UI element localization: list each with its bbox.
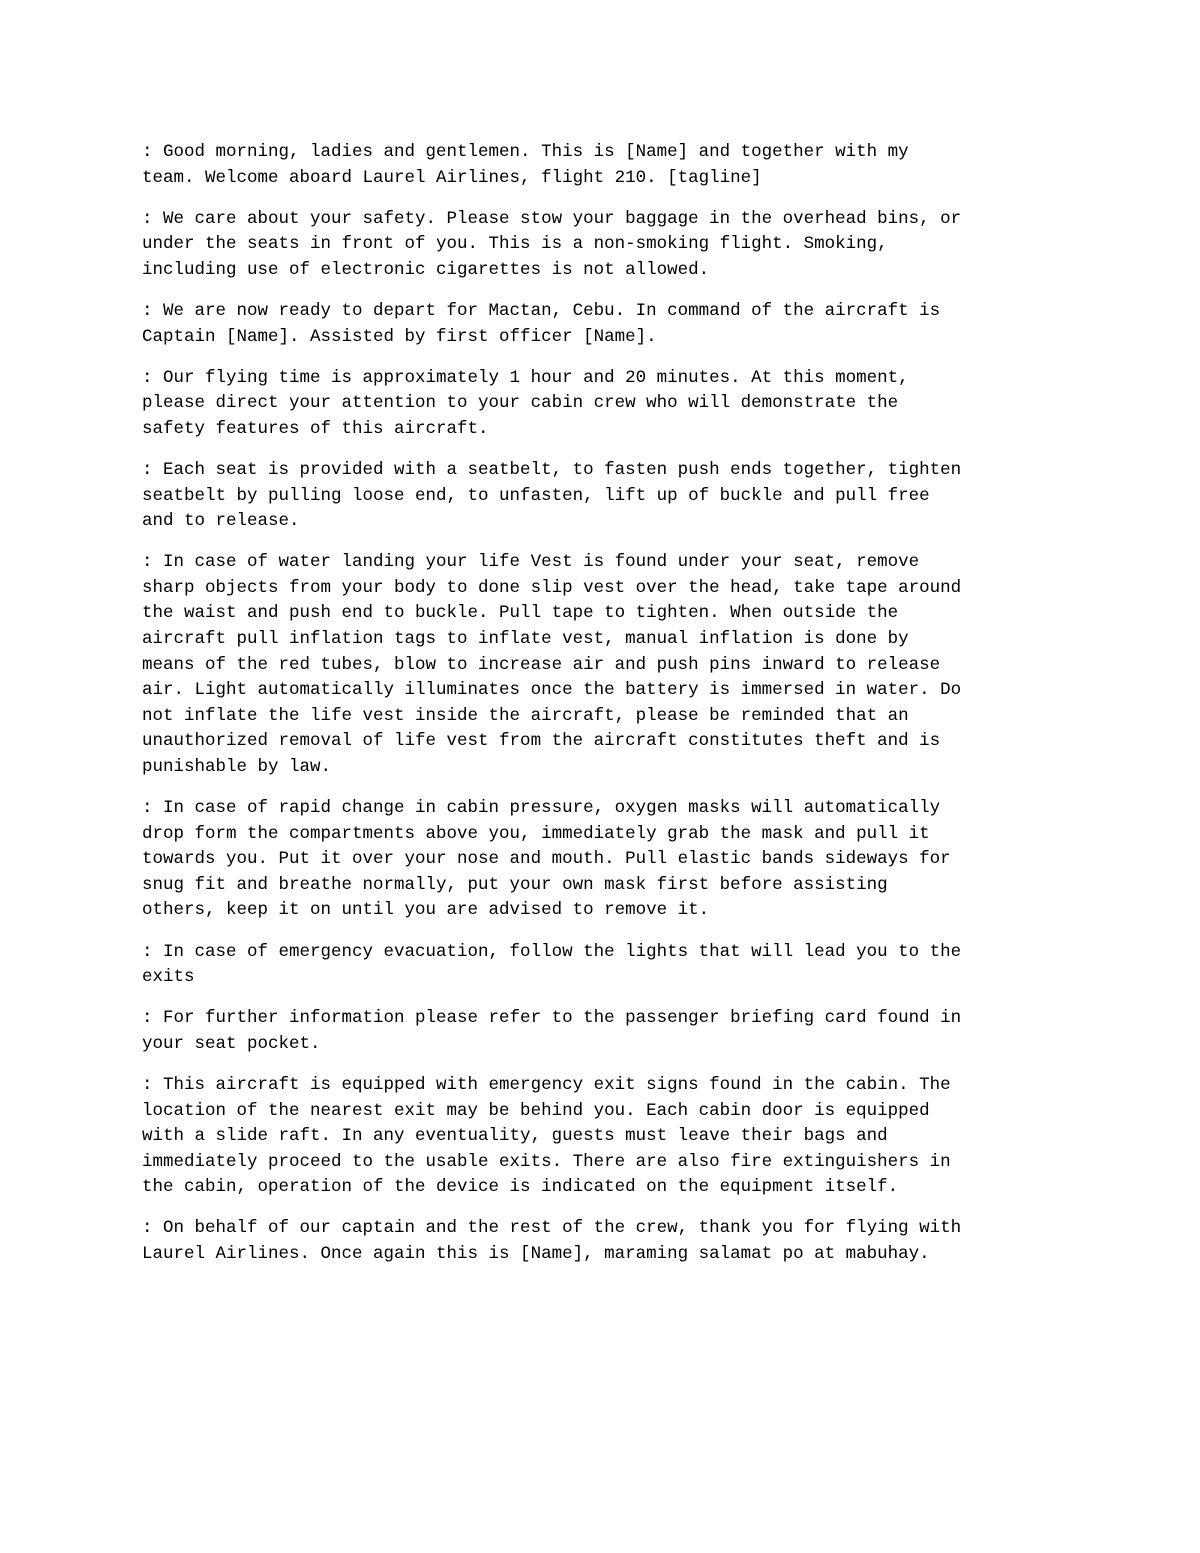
paragraph-greeting: : Good morning, ladies and gentlemen. This is [Name] and together with my team. Welcome aboard Laurel Airlines, flight 210. [tagline] bbox=[142, 142, 909, 188]
document-body bbox=[142, 140, 1072, 1283]
paragraph-emergency-exits: : This aircraft is equipped with emergency exit signs found in the cabin. The location of the nearest exit may be behind you. Each cabin door is equipped with a slide raft. In any eventuality, guests must leave their bags and immediately proceed to the usable exits. There are also fire extinguishers in the cabin, operation of the device is indicated on the equipment itself. bbox=[142, 1074, 951, 1198]
paragraph-departure: : We are now ready to depart for Mactan, Cebu. In command of the aircraft is Captain [Name]. Assisted by first officer [Name]. bbox=[142, 300, 941, 347]
paragraph-safety-baggage: : We care about your safety. Please stow your baggage in the overhead bins, or under the seats in front of you. This is a non-smoking flight. Smoking, including use of electronic cigarettes is not allowed. bbox=[142, 208, 962, 280]
paragraph-seatbelt: : Each seat is provided with a seatbelt, to fasten push ends together, tighten seatbelt by pulling loose end, to unfasten, lift up of buckle and pull free and to release. bbox=[142, 459, 962, 532]
paragraph-evacuation: : In case of emergency evacuation, follow the lights that will lead you to the exits bbox=[142, 941, 962, 988]
paragraph-flying-time: : Our flying time is approximately 1 hour and 20 minutes. At this moment, please direct your attention to your cabin crew who will demonstrate the safety features of this aircraft. bbox=[142, 367, 909, 439]
paragraph-life-vest: : In case of water landing your life Vest is found under your seat, remove sharp objects from your body to done slip vest over the head, take tape around the waist and push end to buckle. Pull tape to tighten. When outside the aircraft pull inflation tags to inflate vest, manual inflation is done by means of the red tubes, blow to increase air and push pins inward to release air. Light automatically illuminates once the battery is immersed in water. Do not inflate the life vest inside the aircraft, please be reminded that an unauthorized removal of life vest from the aircraft constitutes theft and is punishable by law. bbox=[142, 552, 962, 777]
paragraph-oxygen-masks: : In case of rapid change in cabin pressure, oxygen masks will automatically drop form the compartments above you, immediately grab the mask and pull it towards you. Put it over your nose and mouth. Pull elastic bands sideways for snug fit and breathe normally, put your own mask first before assisting others, keep it on until you are advised to remove it. bbox=[142, 798, 951, 921]
paragraph-briefing-card: : For further information please refer to the passenger briefing card found in your seat pocket. bbox=[142, 1008, 962, 1054]
paragraph-closing: : On behalf of our captain and the rest of the crew, thank you for flying with Laurel Airlines. Once again this is [Name], maraming salamat po at mabuhay. bbox=[142, 1218, 962, 1264]
